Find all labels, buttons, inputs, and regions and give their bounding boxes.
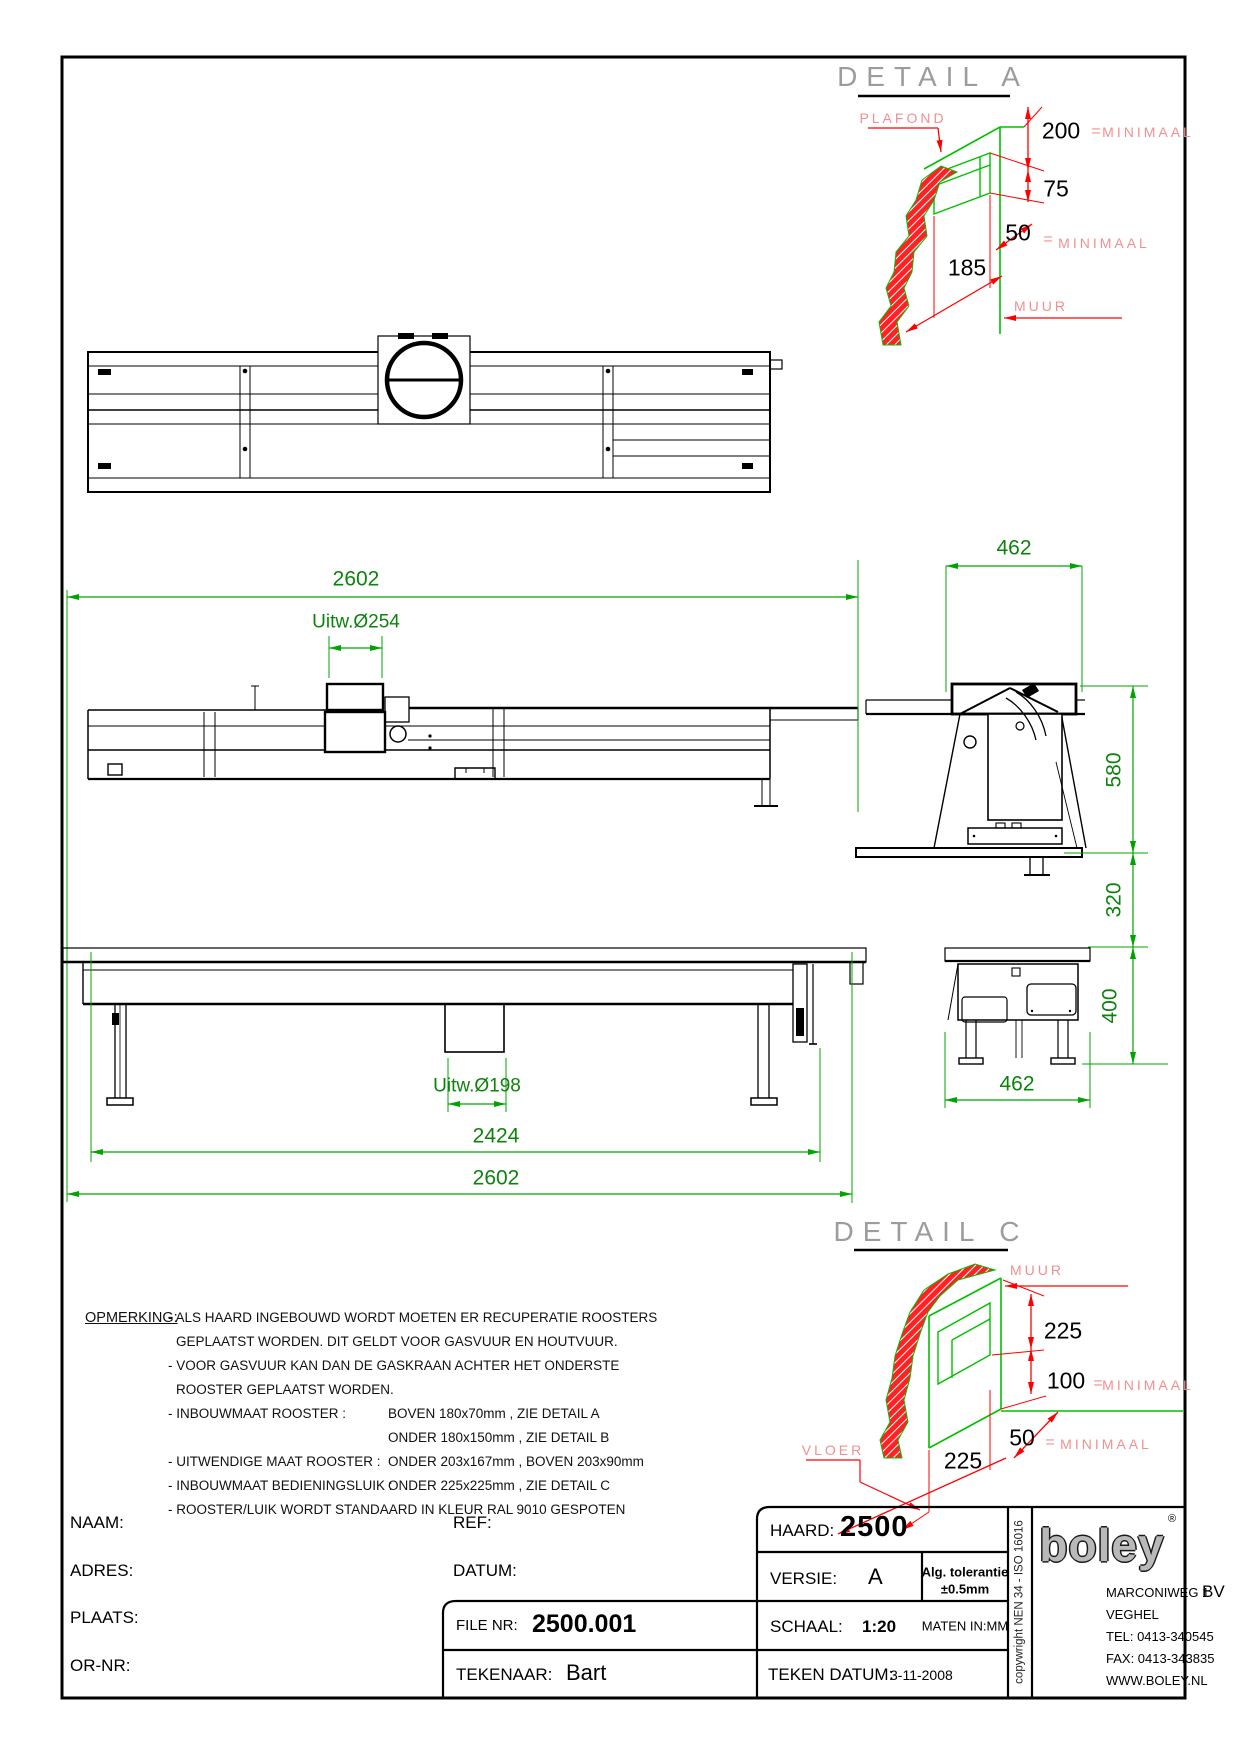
dim-50-c-eq: = — [1045, 1434, 1055, 1451]
naam-label: NAAM: — [70, 1513, 124, 1532]
plafond-label: PLAFOND — [859, 110, 947, 126]
dim-100: 100 — [1046, 1367, 1086, 1394]
tolerantie-line1: Alg. tolerantie — [921, 1564, 1009, 1580]
dim-200: 200 — [1041, 117, 1081, 144]
side-height-320: 320 — [1102, 882, 1126, 918]
teken-datum-label: TEKEN DATUM: — [768, 1665, 894, 1684]
detail-c-title: DETAIL C — [833, 1216, 1029, 1247]
note-spec-value: ONDER 225x225mm , ZIE DETAIL C — [388, 1478, 611, 1493]
dim-100-eq: = — [1093, 1375, 1103, 1392]
front-view — [88, 684, 858, 806]
dim-225-bottom: 225 — [943, 1447, 983, 1474]
stove-body — [988, 714, 1062, 820]
front-flue-dim: Uitw.Ø254 — [312, 611, 400, 633]
side-height-580: 580 — [1102, 752, 1126, 788]
note-line: GEPLAATST WORDEN. DIT GELDT VOOR GASVUUR EN HOUTVUUR. — [176, 1334, 618, 1349]
tolerantie-line2: ±0.5mm — [940, 1581, 990, 1597]
company-address2: VEGHEL — [1106, 1607, 1159, 1622]
dim-50-a-minimaal: MINIMAAL — [1058, 235, 1150, 251]
schaal-label: SCHAAL: — [770, 1617, 843, 1636]
flue-duct — [445, 1004, 504, 1052]
muur-label-a: MUUR — [1014, 298, 1068, 314]
front-width-dim: 2602 — [332, 567, 380, 591]
detail-a — [858, 96, 1122, 345]
filenr-label: FILE NR: — [456, 1617, 518, 1634]
dim-225-top: 225 — [1043, 1317, 1083, 1344]
haard-label: HAARD: — [770, 1521, 835, 1540]
dim-200-eq: = — [1091, 123, 1101, 140]
ornr-label: OR-NR: — [70, 1656, 131, 1675]
note-spec-value: BOVEN 180x70mm , ZIE DETAIL A — [388, 1406, 600, 1421]
company-bv: BV — [1202, 1582, 1225, 1601]
dim-185: 185 — [947, 254, 987, 281]
boley-logo: boley — [1039, 1519, 1165, 1571]
haard-value: 2500 — [840, 1511, 909, 1543]
registered-mark-icon: ® — [1168, 1513, 1177, 1525]
adres-label: ADRES: — [70, 1561, 134, 1580]
versie-value: A — [868, 1564, 883, 1589]
bottom-inner-dim: 2424 — [472, 1124, 520, 1148]
dim-50-c-minimaal: MINIMAAL — [1060, 1436, 1152, 1452]
filenr-value: 2500.001 — [532, 1610, 637, 1638]
wall-hatch-a — [879, 166, 957, 345]
notes-heading: OPMERKING: — [85, 1310, 178, 1326]
maten-label: MATEN IN:MM — [921, 1618, 1009, 1634]
copyright-vertical: copywright NEN 34 - ISO 16016 — [1013, 1520, 1026, 1684]
note-spec-value: ONDER 203x167mm , BOVEN 203x90mm — [388, 1454, 644, 1469]
top-view — [88, 333, 782, 492]
note-line: ROOSTER GEPLAATST WORDEN. — [176, 1382, 394, 1397]
ref-label: REF: — [453, 1513, 492, 1532]
datum-label: DATUM: — [453, 1561, 517, 1580]
note-line: - ALS HAARD INGEBOUWD WORDT MOETEN ER RECUPERATIE ROOSTERS — [168, 1310, 658, 1325]
dim-50-c: 50 — [1009, 1424, 1035, 1451]
chimney-box-upper — [327, 684, 383, 710]
bottom-flue-dim: Uitw.Ø198 — [433, 1075, 521, 1097]
dim-75: 75 — [1043, 175, 1069, 202]
note-spec-label: - INBOUWMAAT ROOSTER : — [168, 1406, 347, 1421]
company-web: WWW.BOLEY.NL — [1106, 1673, 1208, 1688]
note-line: - VOOR GASVUUR KAN DAN DE GASKRAAN ACHTER HET ONDERSTE — [168, 1358, 620, 1373]
dim-50-a: 50 — [1005, 219, 1031, 246]
vloer-label: VLOER — [801, 1442, 865, 1458]
note-line: - ROOSTER/LUIK WORDT STANDAARD IN KLEUR RAL 9010 GESPOTEN — [168, 1502, 626, 1517]
note-spec-label: - UITWENDIGE MAAT ROOSTER : — [168, 1454, 381, 1469]
note-spec-label: - INBOUWMAAT BEDIENINGSLUIK : — [168, 1478, 393, 1493]
schaal-value: 1:20 — [862, 1617, 897, 1636]
dim-100-minimaal: MINIMAAL — [1102, 1377, 1194, 1393]
company-tel: TEL: 0413-340545 — [1106, 1629, 1214, 1644]
dim-200-minimaal: MINIMAAL — [1102, 124, 1194, 140]
tekenaar-value: Bart — [566, 1660, 607, 1685]
muur-label-c: MUUR — [1010, 1262, 1064, 1278]
rooster-detail-a — [934, 153, 990, 214]
company-fax: FAX: 0413-343835 — [1106, 1651, 1215, 1666]
detail-a-title: DETAIL A — [837, 61, 1029, 92]
luik-detail-c — [938, 1303, 990, 1384]
base-plate — [856, 848, 1082, 857]
front-view-dimensions — [67, 560, 858, 1202]
chimney-box-lower — [325, 712, 385, 752]
side-height-400: 400 — [1098, 988, 1122, 1024]
teken-datum-value: 3-11-2008 — [890, 1667, 953, 1683]
bottom-width-dim: 2602 — [472, 1166, 520, 1190]
side-view-lower — [945, 948, 1090, 1064]
side-view-upper — [856, 683, 1086, 875]
company-address1: MARCONIWEG 1 — [1106, 1585, 1210, 1600]
side-bottom-width-dim: 462 — [999, 1072, 1035, 1096]
side-top-width-dim: 462 — [996, 536, 1032, 560]
plaats-label: PLAATS: — [70, 1608, 139, 1627]
versie-label: VERSIE: — [770, 1569, 838, 1588]
dim-50-a-eq: = — [1043, 231, 1053, 248]
tekenaar-label: TEKENAAR: — [456, 1665, 553, 1684]
note-spec-value: ONDER 180x150mm , ZIE DETAIL B — [388, 1430, 610, 1445]
